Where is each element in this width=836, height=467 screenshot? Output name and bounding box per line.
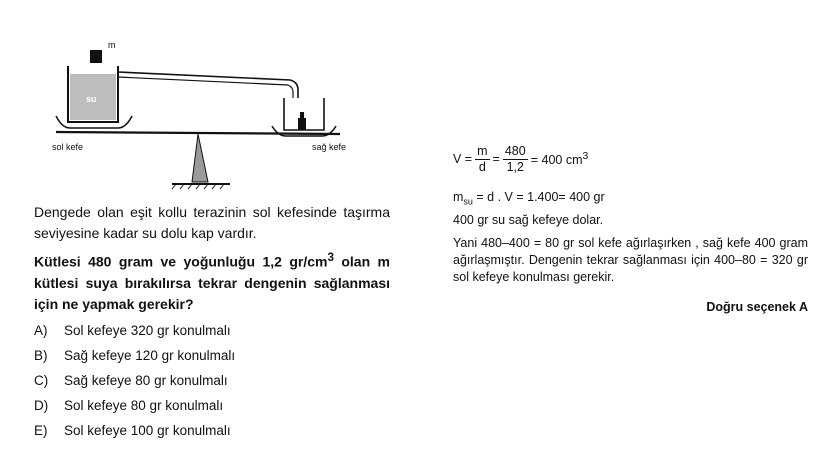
correct-answer: Doğru seçenek A	[706, 299, 808, 314]
fraction-denominator: d	[478, 159, 486, 174]
solution-paragraph: Yani 480–400 = 80 gr sol kefe ağırlaşırken , sağ kefe 400 gram ağırlaşmıştır. Dengenin tekrar sağlanması için 400–80 = 320 gr sol kefeye konulması gerekir.	[453, 235, 808, 284]
ask-superscript: 3	[327, 251, 334, 264]
mass-equation	[453, 188, 808, 211]
solution-block	[453, 138, 808, 314]
option-letter: C)	[34, 372, 49, 388]
balance-beam	[56, 132, 340, 134]
balance-diagram	[40, 36, 380, 196]
option-letter: A)	[34, 322, 48, 338]
balance-figure	[40, 36, 380, 196]
option-text: Sol kefeye 100 gr konulmalı	[64, 422, 231, 438]
question-block	[34, 202, 390, 443]
answer-options	[34, 318, 390, 443]
fraction-numerator: 480	[504, 143, 526, 158]
solution-line: 400 gr su sağ kefeye dolar.	[453, 212, 604, 227]
ask-text-1: Kütlesi 480 gram ve yoğunluğu 1,2 gr/cm	[34, 253, 328, 270]
volume-result	[531, 151, 589, 167]
right-pan-label: sağ kefe	[312, 142, 347, 152]
volume-result-text: = 400 cm	[530, 153, 583, 168]
fraction-denominator: 1,2	[506, 159, 524, 174]
option-text: Sağ kefeye 80 gr konulmalı	[64, 372, 228, 388]
volume-lhs: V =	[453, 152, 473, 166]
question-ask	[34, 247, 390, 315]
option-letter: E)	[34, 422, 48, 438]
option-c[interactable]	[34, 368, 390, 393]
option-text: Sağ kefeye 120 gr konulmalı	[64, 347, 236, 363]
mass-symbol: m	[453, 190, 464, 204]
option-d[interactable]	[34, 393, 390, 418]
left-pan-label: sol kefe	[52, 142, 84, 152]
displaced-water	[298, 118, 306, 130]
fraction-m-over-d	[475, 144, 489, 175]
displaced-water-top	[300, 112, 304, 118]
option-b[interactable]	[34, 343, 390, 368]
fraction-values	[503, 144, 528, 175]
question-statement: Dengede olan eşit kollu terazinin sol kefesinde taşırma seviyesine kadar su dolu kap vardır.	[34, 204, 390, 241]
option-a[interactable]	[34, 318, 390, 343]
equals-sign: =	[492, 152, 500, 166]
overflow-pipe	[118, 72, 298, 98]
mass-equation-rest: = d . V = 1.400= 400 gr	[472, 190, 605, 204]
fraction-numerator: m	[477, 143, 488, 158]
volume-equation	[453, 138, 808, 180]
mass-subscript: su	[463, 196, 473, 207]
option-text: Sol kefeye 320 gr konulmalı	[64, 322, 231, 338]
water-label: su	[86, 94, 97, 104]
overflow-pipe-inner	[118, 77, 293, 98]
ask-text-2: olan m kütlesi suya bırakılırsa tekrar dengenin sağlanması için ne yapmak gerekir?	[34, 253, 390, 312]
option-letter: D)	[34, 397, 49, 413]
volume-unit-sup: 3	[582, 150, 589, 162]
mass-block	[90, 50, 102, 63]
mass-label: m	[108, 40, 116, 50]
option-e[interactable]	[34, 418, 390, 443]
option-letter: B)	[34, 347, 48, 363]
option-text: Sol kefeye 80 gr konulmalı	[64, 397, 224, 413]
fulcrum	[192, 134, 208, 182]
